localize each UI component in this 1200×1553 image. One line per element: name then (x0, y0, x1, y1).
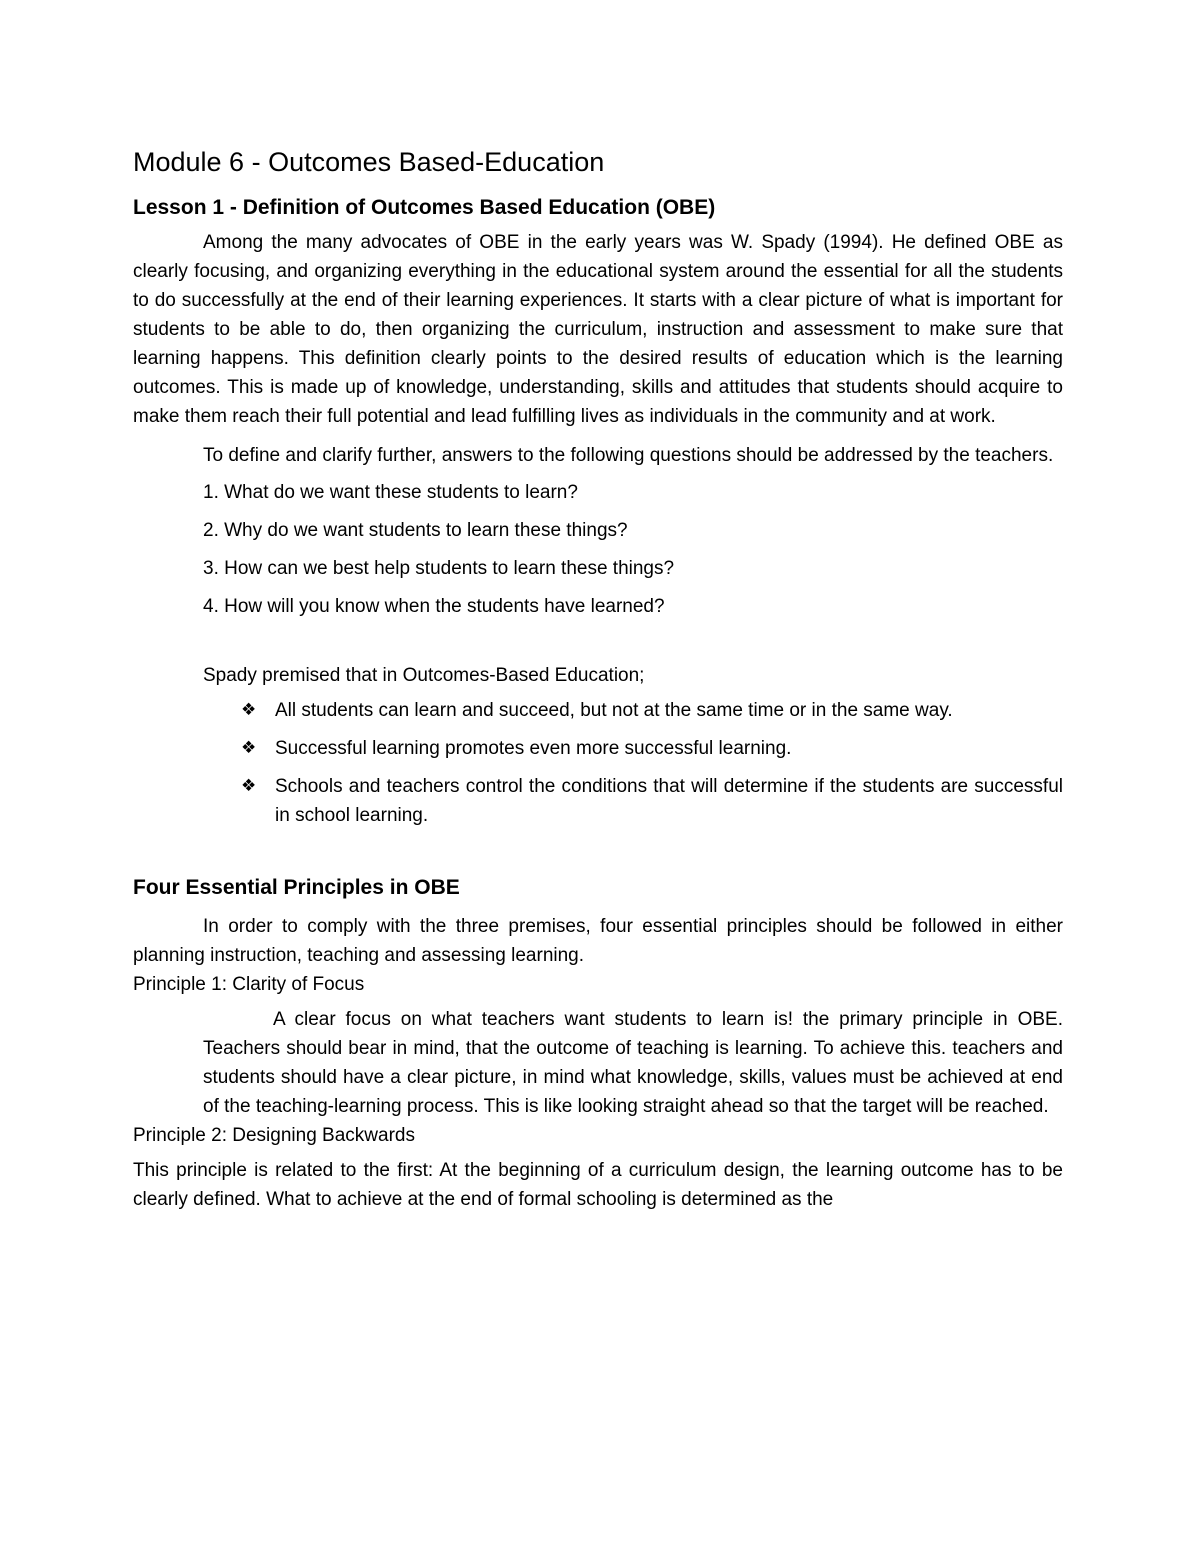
principles-intro: In order to comply with the three premises, four essential principles should be followed in either planning instruction, teaching and assessing learning. (133, 916, 1063, 966)
premise-item (241, 696, 1063, 725)
principle-1-text: A clear focus on what teachers want students to learn is! the primary principle in OBE. Teachers should bear in mind, that the outcome of teaching is learning. To achieve this. teachers and students should have a clear picture, in mind what knowledge, skills, values must be achieved at end of the teaching-learning process. This is like looking straight ahead so that the target will be reached. (203, 1009, 1063, 1117)
principle-2-text: This principle is related to the first: At the beginning of a curriculum design, the learning outcome has to be clearly defined. What to achieve at the end of formal schooling is determined as the (133, 1160, 1063, 1210)
question-item: 4. How will you know when the students have learned? (203, 596, 665, 617)
premises-list (133, 696, 1063, 830)
premise-text: All students can learn and succeed, but not at the same time or in the same way. (275, 700, 953, 721)
module-title: Module 6 - Outcomes Based-Education (133, 147, 605, 177)
principles-heading: Four Essential Principles in OBE (133, 876, 460, 899)
question-item: 2. Why do we want students to learn these things? (203, 520, 628, 541)
question-item: 3. How can we best help students to learn these things? (203, 558, 675, 579)
principle-1-label: Principle 1: Clarity of Focus (133, 974, 365, 995)
definition-paragraph: Among the many advocates of OBE in the early years was W. Spady (1994). He defined OBE as clearly focusing, and organizing everything in the educational system around the essential for all the students to do successfully at the end of their learning experiences. It starts with a clear picture of what is important for students to be able to do, then organizing the curriculum, instruction and assessment to make sure that learning happens. This definition clearly points to the desired results of education which is the learning outcomes. This is made up of knowledge, understanding, skills and attitudes that students should acquire to make them reach their full potential and lead fulfilling lives as individuals in the community and at work. (133, 232, 1063, 427)
premise-item (241, 734, 1063, 763)
premise-intro: Spady premised that in Outcomes-Based Education; (203, 665, 645, 686)
principle-2-label: Principle 2: Designing Backwards (133, 1125, 415, 1146)
lesson-title: Lesson 1 - Definition of Outcomes Based Education (OBE) (133, 196, 716, 219)
questions-list (133, 478, 1063, 621)
question-item: 1. What do we want these students to learn? (203, 482, 578, 503)
document-body (133, 140, 1063, 1214)
diamond-bullet-icon: ❖ (241, 738, 257, 758)
diamond-bullet-icon: ❖ (241, 700, 257, 720)
clarify-paragraph: To define and clarify further, answers to the following questions should be addressed by the teachers. (203, 445, 1054, 466)
premise-text: Successful learning promotes even more successful learning. (275, 738, 792, 759)
premise-text: Schools and teachers control the conditions that will determine if the students are successful in school learning. (275, 776, 1063, 826)
diamond-bullet-icon: ❖ (241, 776, 257, 796)
premise-item (241, 772, 1063, 830)
